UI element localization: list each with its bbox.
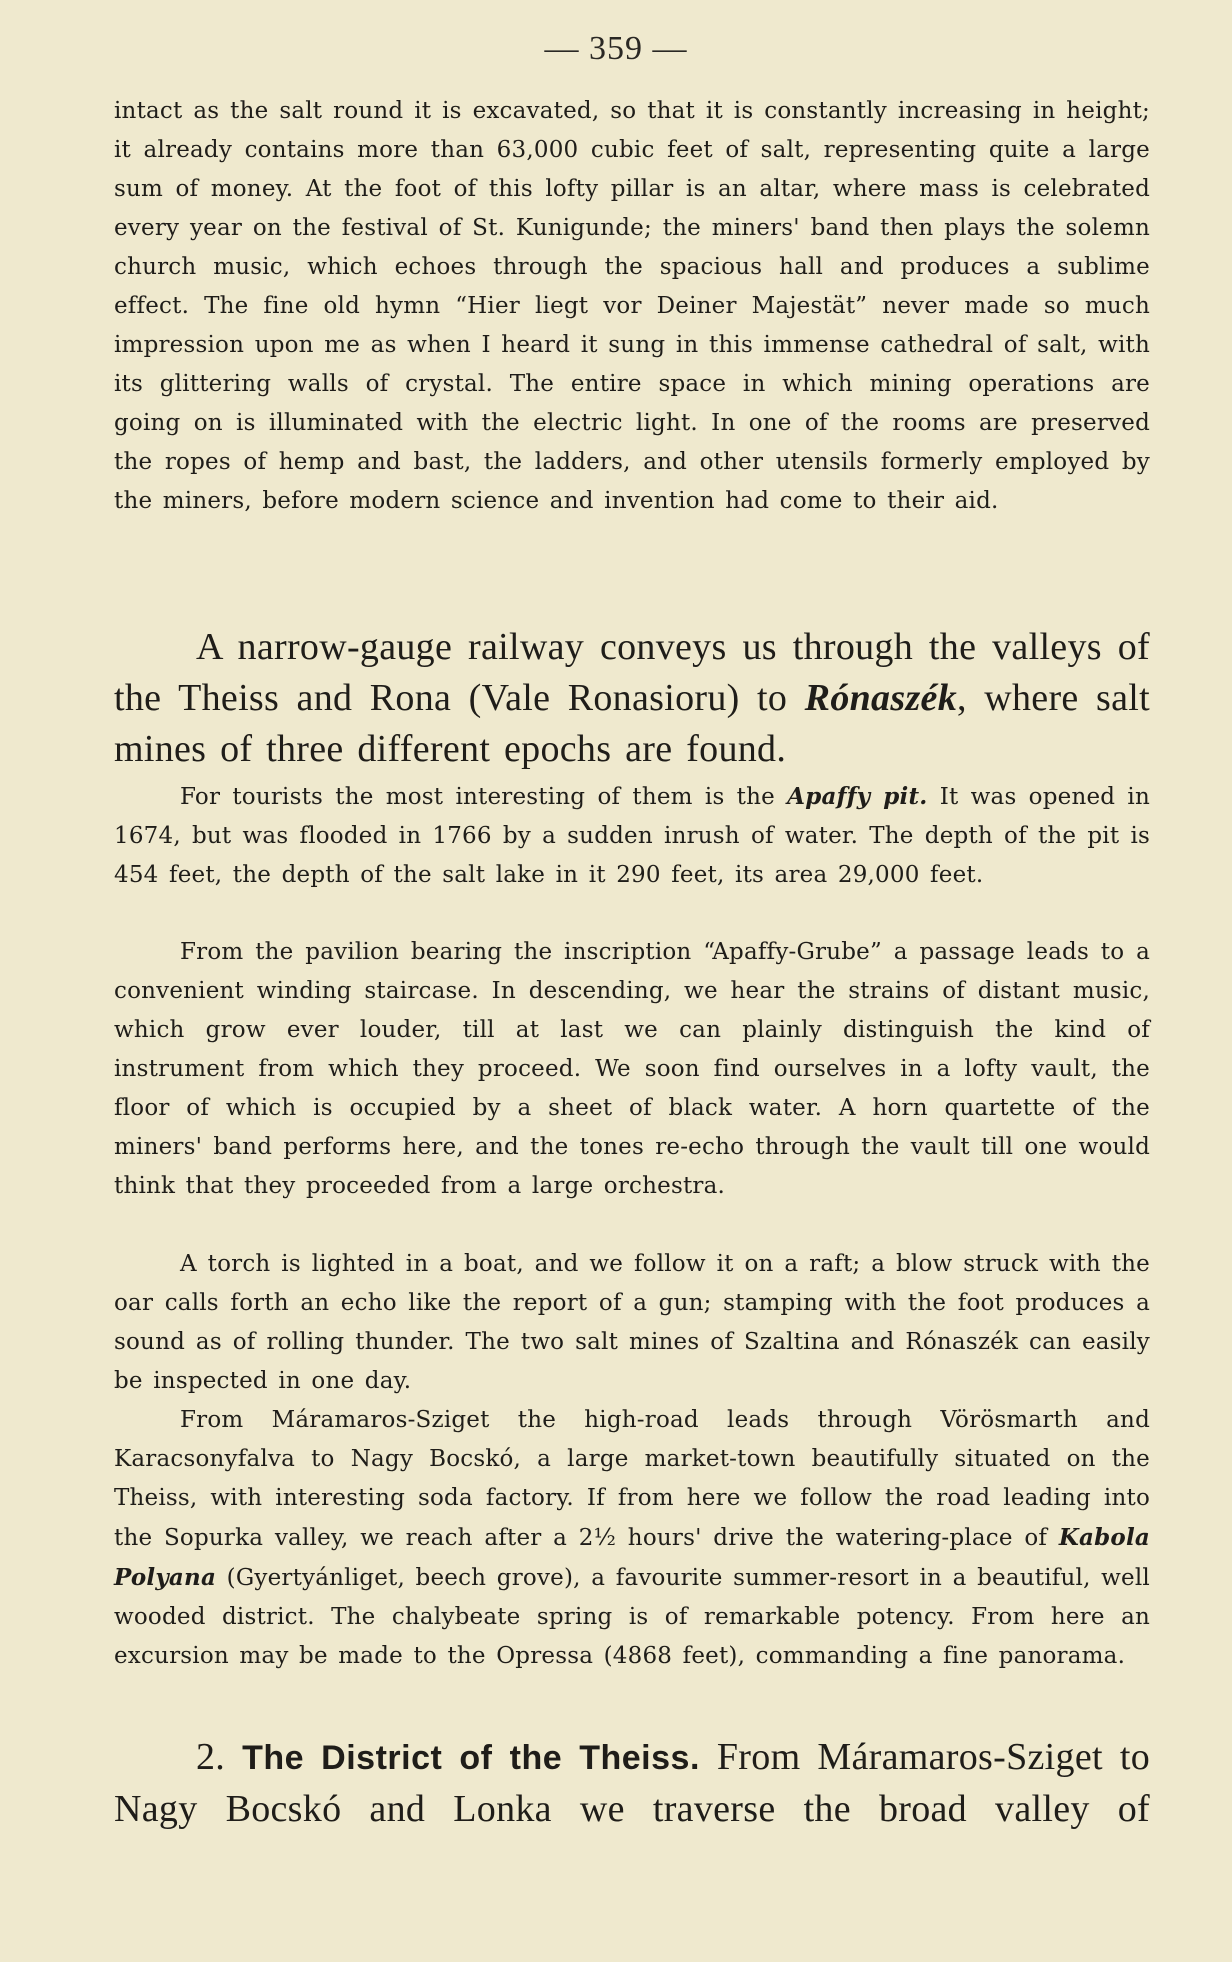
- section-number: 2.: [196, 1736, 226, 1778]
- paragraph-kabola-text-1: From Máramaros-Sziget the high-road leads through Vörösmarth and Karacsonyfalva to Nagy Bocskó, a large market-town beautifully situated on the Theiss, with interesting soda factory. If from here we follow the road leading into the Sopurka valley, we reach after a 2½ hours' drive the watering-place of: [114, 1407, 1150, 1551]
- place-apaffy-pit: Apaffy pit.: [787, 783, 928, 810]
- paragraph-apaffy-text-2: It was opened in 1674, but was flooded in 1766 by a sudden inrush of water. The depth of the pit is 454 feet, the depth of the salt lake in it 290 feet, its area 29,000 feet.: [114, 784, 1150, 888]
- place-ronaszek: Rónaszék: [804, 677, 957, 719]
- place-kabola-polyana: Kabola Polyana: [114, 1524, 1150, 1591]
- paragraph-railway-text-1: A narrow-gauge railway conveys us through the valleys of the Theiss and Rona (Vale Ronasioru) to: [114, 626, 1150, 719]
- section-district-theiss: [114, 1732, 1150, 1835]
- paragraph-pavilion: From the pavilion bearing the inscription “Apaffy-Grube” a passage leads to a convenient winding staircase. In descending, we hear the strains of distant music, which grow ever louder, till at last we can plainly distinguish the kind of instrument from which they proceed. We soon find ourselves in a lofty vault, the floor of which is occupied by a sheet of black water. A horn quartette of the miners' band performs here, and the tones re-echo through the vault till one would think that they proceeded from a large orchestra.: [114, 939, 1150, 1199]
- paragraph-railway: [114, 622, 1150, 775]
- section-title: The District of the Theiss.: [242, 1739, 700, 1777]
- section-text: From Máramaros-Sziget to Nagy Bocskó and Lonka we traverse the broad valley of: [114, 1736, 1150, 1830]
- paragraph-railway-text-2: , where salt mines of three different epochs are found.: [114, 677, 1150, 770]
- paragraph-apaffy-pit: [114, 777, 1150, 895]
- paragraph-salt-pillar: intact as the salt round it is excavated, so that it is constantly increasing in height; it already contains more than 63,000 cubic feet of salt, representing quite a large sum of money. At the foot of this lofty pillar is an altar, where mass is celebrated every year on the festival of St. Kunigunde; the miners' band then plays the solemn church music, which echoes through the spacious hall and produces a sublime effect. The fine old hymn “Hier liegt vor Deiner Majestät” never made so much impression upon me as when I heard it sung in this immense cathedral of salt, with its glittering walls of crystal. The entire space in which mining operations are going on is illuminated with the electric light. In one of the rooms are preserved the ropes of hemp and bast, the ladders, and other utensils formerly employed by the miners, before modern science and invention had come to their aid.: [114, 98, 1150, 514]
- page-number: — 359 —: [544, 30, 688, 67]
- paragraph-kabola-polyana: [114, 1401, 1150, 1676]
- paragraph-torch: A torch is lighted in a boat, and we follow it on a raft; a blow struck with the oar calls forth an echo like the report of a gun; stamping with the foot produces a sound as of rolling thunder. The two salt mines of Szaltina and Rónaszék can easily be inspected in one day.: [114, 1251, 1150, 1394]
- paragraph-kabola-text-2: (Gyertyánliget, beech grove), a favourite summer-resort in a beautiful, well wooded district. The chalybeate spring is of remarkable potency. From here an excursion may be made to the Opressa (4868 feet), commanding a fine panorama.: [114, 1565, 1150, 1669]
- paragraph-apaffy-text-1: For tourists the most interesting of them is the: [180, 784, 788, 810]
